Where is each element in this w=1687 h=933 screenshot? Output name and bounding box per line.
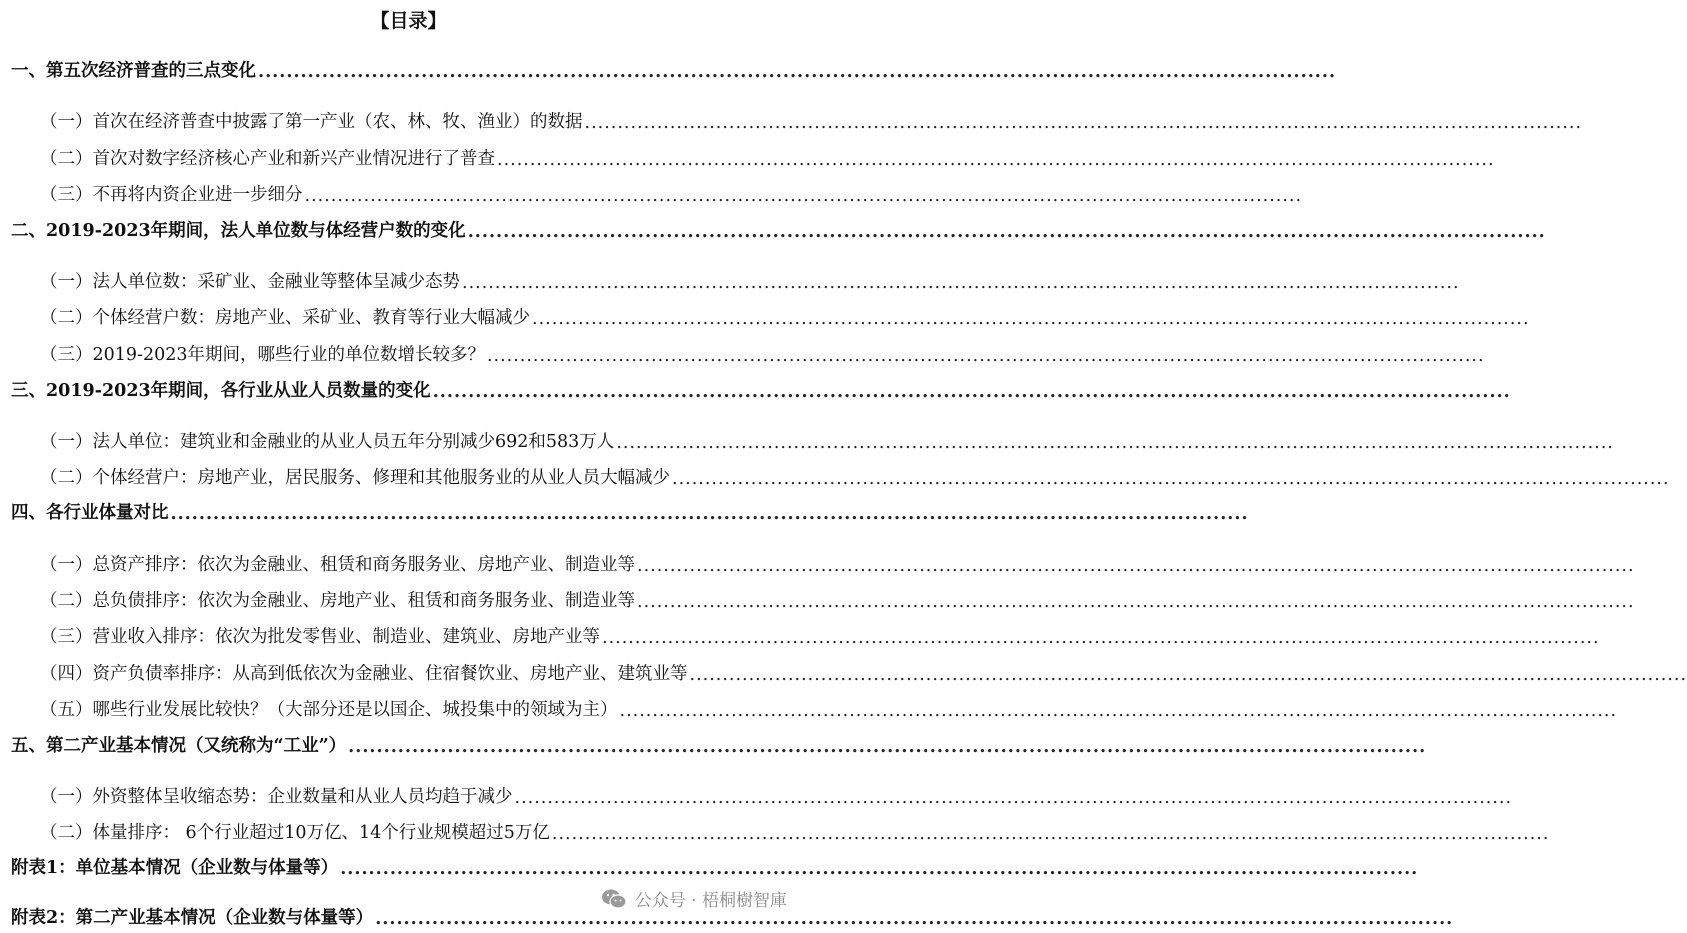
leader-dots: ........................................................................................................................................................ [637, 592, 1635, 612]
toc-item[interactable] [11, 731, 1427, 757]
toc-item-text: 一、第五次经济普查的三点变化 [11, 61, 256, 81]
toc-item[interactable] [11, 216, 1546, 242]
toc-item-text: （二）个体经营户数：房地产业、采矿业、教育等行业大幅减少 [40, 308, 530, 328]
toc-item[interactable] [40, 180, 1303, 206]
leader-dots: ........................................................................................................................................................ [462, 273, 1460, 293]
leader-dots: ........................................................................................................................................................ [619, 701, 1618, 721]
toc-item-text: （一）法人单位：建筑业和金融业的从业人员五年分别减少692和583万人 [40, 432, 615, 452]
leader-dots: ........................................................................................................................................................ [497, 150, 1495, 170]
leader-dots: ........................................................................................................................................................ [584, 113, 1583, 133]
toc-item[interactable] [40, 107, 1583, 133]
toc-item[interactable] [40, 550, 1635, 576]
toc-item[interactable] [40, 144, 1495, 170]
toc-title: 【目录】 [370, 10, 447, 32]
leader-dots: ........................................................................................................................................................ [467, 222, 1546, 242]
leader-dots: ........................................................................................................................................................ [348, 737, 1427, 757]
leader-dots: ........................................................................................................................................................ [375, 909, 1454, 929]
toc-item-text: （二）总负债排序：依次为金融业、房地产业、租赁和商务服务业、制造业等 [40, 591, 635, 611]
toc-item-text: （四）资产负债率排序：从高到低依次为金融业、住宿餐饮业、房地产业、建筑业等 [40, 664, 688, 684]
toc-item[interactable] [40, 782, 1513, 808]
toc-item-text: （五）哪些行业发展比较快？（大部分还是以国企、城投集中的领域为主） [40, 700, 618, 720]
toc-item-text: （一）法人单位数：采矿业、金融业等整体呈减少态势 [40, 272, 460, 292]
leader-dots: ........................................................................................................................................................ [514, 788, 1513, 808]
toc-item[interactable] [40, 695, 1618, 721]
toc-item-text: （三）不再将内资企业进一步细分 [40, 185, 303, 205]
toc-item-text: （二）首次对数字经济核心产业和新兴产业情况进行了普查 [40, 149, 495, 169]
toc-item-text: 附表1：单位基本情况（企业数与体量等） [11, 858, 339, 878]
toc-item-text: （一）外资整体呈收缩态势：企业数量和从业人员均趋于减少 [40, 787, 513, 807]
toc-item-text: （三）营业收入排序：依次为批发零售业、制造业、建筑业、房地产业等 [40, 627, 600, 647]
leader-dots: ........................................................................................................................................................ [689, 665, 1687, 685]
toc-item[interactable] [40, 267, 1460, 293]
toc-item[interactable] [11, 903, 1454, 929]
toc-item-text: （三）2019-2023年期间，哪些行业的单位数增长较多？ [40, 345, 485, 365]
toc-item-text: （二）个体经营户：房地产业，居民服务、修理和其他服务业的从业人员大幅减少 [40, 468, 670, 488]
leader-dots: ........................................................................................................................................................ [340, 859, 1419, 879]
toc-item-text: 三、2019-2023年期间，各行业从业人员数量的变化 [11, 381, 431, 401]
toc-item-text: （一）首次在经济普查中披露了第一产业（农、林、牧、渔业）的数据 [40, 112, 583, 132]
toc-item[interactable] [40, 818, 1550, 844]
toc-item-text: 附表2：第二产业基本情况（企业数与体量等） [11, 908, 374, 928]
leader-dots: ........................................................................................................................................................ [672, 469, 1670, 489]
toc-item[interactable] [11, 853, 1419, 879]
toc-item-text: 五、第二产业基本情况（又统称为“工业”） [11, 736, 347, 756]
leader-dots: ........................................................................................................................................................ [304, 186, 1303, 206]
leader-dots: ........................................................................................................................................................ [602, 628, 1600, 648]
toc-item[interactable] [11, 56, 1337, 82]
wechat-icon [601, 888, 627, 910]
toc-item[interactable] [40, 427, 1614, 453]
leader-dots: ........................................................................................................................................................ [486, 346, 1485, 366]
toc-item-text: 二、2019-2023年期间，法人单位数与体经营户数的变化 [11, 221, 466, 241]
leader-dots: ........................................................................................................................................................ [551, 824, 1550, 844]
toc-item[interactable] [40, 586, 1635, 612]
leader-dots: ........................................................................................................................................................ [637, 556, 1635, 576]
toc-item[interactable] [11, 498, 1249, 524]
leader-dots: ........................................................................................................................................................ [258, 62, 1337, 82]
toc-item[interactable] [40, 622, 1600, 648]
toc-item[interactable] [40, 659, 1687, 685]
toc-item[interactable] [40, 463, 1670, 489]
toc-item[interactable] [40, 303, 1530, 329]
toc-item-text: （一）总资产排序：依次为金融业、租赁和商务服务业、房地产业、制造业等 [40, 555, 635, 575]
watermark-text: 公众号 · 梧桐樹智庫 [634, 891, 787, 911]
watermark [601, 886, 787, 911]
leader-dots: ........................................................................................................................................................ [532, 309, 1530, 329]
toc-item[interactable] [40, 340, 1485, 366]
toc-item-text: （二）体量排序： 6个行业超过10万亿、14个行业规模超过5万亿 [40, 823, 550, 843]
toc-item[interactable] [11, 376, 1511, 402]
leader-dots: ........................................................................................................................................................ [432, 382, 1511, 402]
leader-dots: ........................................................................................................................................................ [170, 504, 1249, 524]
toc-item-text: 四、各行业体量对比 [11, 503, 169, 523]
leader-dots: ........................................................................................................................................................ [616, 433, 1614, 453]
